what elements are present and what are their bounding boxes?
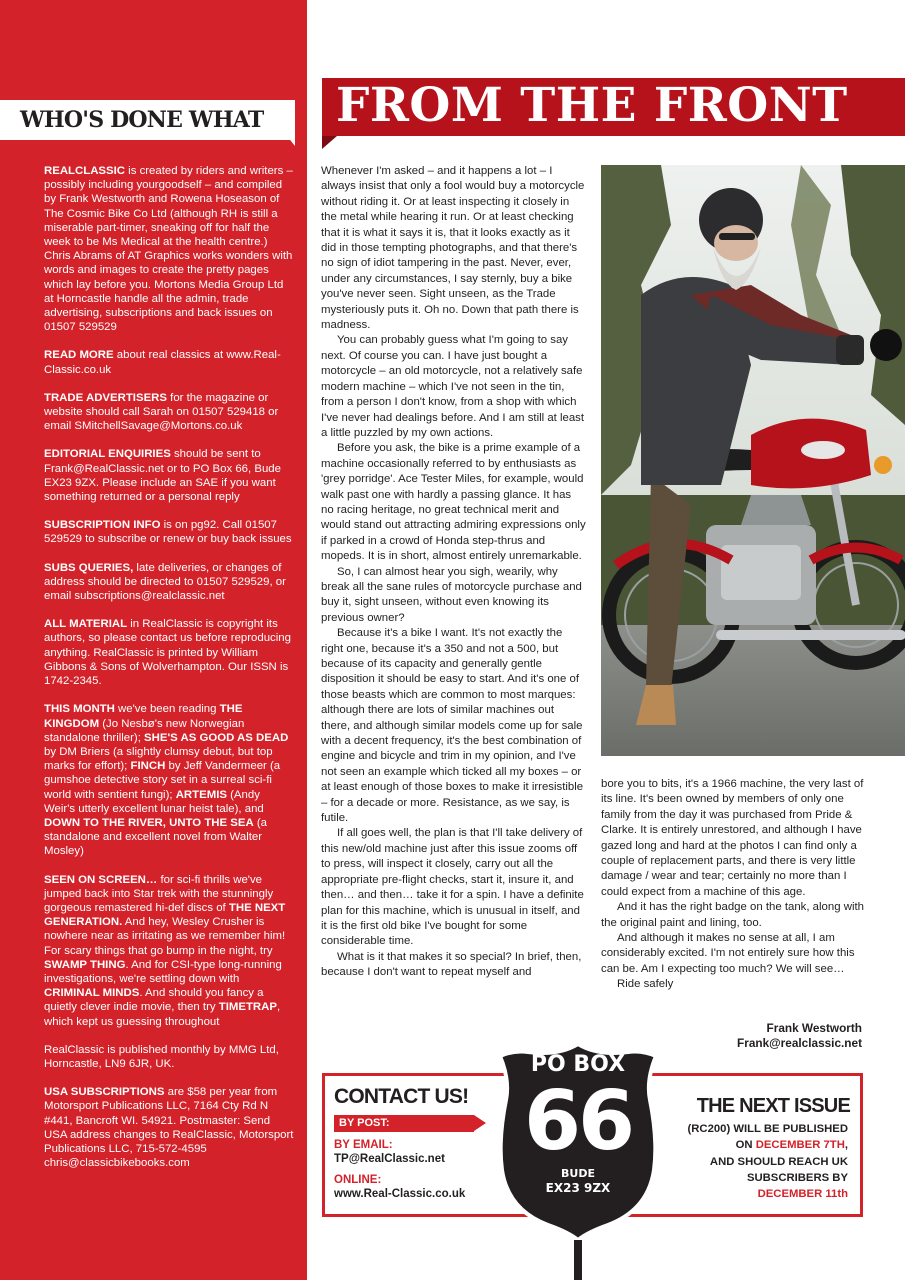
article-paragraph: Because it's a bike I want. It's not exactly the right one, because it's a 350 and not a 500, but because of its capacity and generally gentle disposition it should be easy to start. And it's one of those beasts which are common to most marques: although there are lots of similar machines out there, and although similar models come up for sale with a decent frequency, it's the best combination of engine and bicycle and trim in my opinion, and I've not seen an example which ticked all my boxes – or at least enough of those boxes to make it irresistible – for a decade or more. Resistance, as we say, is futile. [321,627,584,825]
trade-advertisers-paragraph [44,391,294,434]
publish-date: DECEMBER 7TH [755,1139,845,1152]
publisher-body: RealClassic is published monthly by MMG Ltd, Horncastle, LN9 6JR, UK. [44,1043,279,1070]
show-title: THE NEXT GENERATION. [44,901,286,929]
subscription-info-lead: SUBSCRIPTION INFO [44,519,161,532]
seen-on-screen-text: . And should you fancy a quietly clever indie movie, then try [44,987,264,1014]
rider-motorcycle-photo [601,165,905,756]
show-title: CRIMINAL MINDS [44,987,140,1000]
credits-paragraph [44,164,294,334]
article-paragraph: Before you ask, the bike is a prime example of a machine occasionally referred to by enthusiasts as 'grey porridge'. Ace Tester Miles, for example, would walk past one with hardly a passing glance. It has no racing heritage, no great technical merit and would stand out attracting admiring expressions only if parked in a crowd of Honda step-thrus and mopeds. It is in short, almost entirely unremarkable. [321,442,586,563]
usa-subscriptions-body: are $58 per year from Motorsport Publications LLC, 7164 Cty Rd N #441, Bancroft WI. 54921. Postmaster: Send USA address changes to RealClassic, Motorsport Publications LLC, 715-572-4595 chris@classicbikebooks.com [44,1086,294,1170]
delivery-date: DECEMBER 11th [757,1188,848,1201]
seen-on-screen-text: , which kept us guessing throughout [44,1001,281,1028]
article-paragraph: Whenever I'm asked – and it happens a lot – I always insist that only a fool would buy a motorcycle without riding it. Or at least inspecting it closely in the metal while hearing it run. Or at least checking that it is what it says it is, that it looks exactly as it did in those tempting photographs, and that there's no sign of idiot tampering in the past. Never, ever, under any circumstances, I say sternly, buy a bike you've never seen. Sight unseen, as the Trade mysteriously puts it. Oh no. Down that path there is madness. [321,165,585,332]
this-month-text: by Jeff Vandermeer (a gumshoe detective story set in a surreal sci-fi world with sentient fungi); [44,760,281,801]
usa-subscriptions-paragraph [44,1085,294,1170]
by-post-arrow [474,1115,486,1131]
article-paragraph: bore you to bits, it's a 1966 machine, the very last of its line. It's been owned by members of only one family from the day it was purchased from Pride & Clarke. It is entirely unrestored, and although I have gazed long and hard at the photos I can find only a couple of replacement parts, and there is very little damage / wear and tear; certainly no more than I could expect from a machine of this age. [601,778,864,898]
author-email-link[interactable]: Frank@realclassic.net [737,1036,862,1051]
next-issue-details [664,1121,848,1202]
motorcycle-illustration [601,165,905,756]
subscription-info-paragraph [44,518,294,546]
trade-advertisers-lead: TRADE ADVERTISERS [44,391,167,404]
read-more-paragraph [44,348,294,376]
sidebar-title: WHO'S DONE WHAT [20,107,264,133]
book-title: DOWN TO THE RIVER, UNTO THE SEA [44,816,254,829]
seen-on-screen-paragraph [44,873,294,1029]
this-month-lead: THIS MONTH [44,703,115,716]
article-signoff-line: Ride safely [617,978,674,991]
po-box-postcode: EX23 9ZX [545,1181,611,1195]
next-issue-line [664,1137,848,1153]
seen-on-screen-text: And hey, Wesley Crusher is nowhere near as irritating as we remember him! For scary things that go bump in the night, try [44,916,286,957]
article-column-right [601,777,865,993]
po-box-label: PO BOX [530,1052,626,1077]
this-month-text: (Jo Nesbø's new Norwegian standalone thriller); [44,717,245,744]
next-issue-title: THE NEXT ISSUE [696,1095,850,1117]
next-issue-line: SUBSCRIBERS BY [746,1171,848,1184]
subs-queries-paragraph [44,561,294,604]
editorial-enquiries-body: should be sent to Frank@RealClassic.net or to PO Box 66, Bude EX23 9ZX. Please include an SAE if you want something returned or a personal reply [44,448,281,504]
subs-queries-lead: SUBS QUERIES, [44,561,134,574]
book-title: FINCH [130,760,166,773]
contact-title: CONTACT US! [334,1085,469,1108]
article-column-left [321,164,586,981]
author-signoff [660,1021,862,1052]
next-issue-text: ON [735,1139,756,1152]
editorial-enquiries-paragraph [44,447,294,504]
read-more-lead: READ MORE [44,349,114,362]
this-month-text: by DM Briers (a slightly clumsy debut, but top marks for effort); [44,745,273,773]
copyright-body: in RealClassic is copyright its authors, so please contact us before reproducing anything. RealClassic is printed by William Gibbons & Sons of Wolverhampton. Our ISSN is 1742-2345. [44,618,291,688]
article-paragraph: And although it makes no sense at all, I am considerably excited. I'm not entirely sure how this can be. Am I expecting too much? We will see… [601,932,855,975]
website-link[interactable]: www.Real-Classic.co.uk [334,1188,466,1200]
online-label: ONLINE: [334,1174,382,1186]
next-issue-line: AND SHOULD REACH UK [709,1155,848,1168]
article-paragraph: What is it that makes it so special? In brief, then, because I don't want to repeat myself and [321,950,582,979]
seen-on-screen-text: for sci-fi thrills we've jumped back into Star trek with the stunningly gorgeous remastered hi-def discs of [44,873,274,914]
book-title: SHE'S AS GOOD AS DEAD [144,731,289,744]
editorial-enquiries-lead: EDITORIAL ENQUIRIES [44,448,171,461]
article-paragraph: If all goes well, the plan is that I'll take delivery of this new/old machine just after this issue zooms off to press, will inspect it closely, carry out all the appropriate pre-flight checks, start it, insure it, and then… and then… take it for a spin. I have a definite plan for this machine, which is unusual in itself, and it is the first old bike I've bought for some considerable time. [321,827,584,948]
copyright-lead: ALL MATERIAL [44,618,128,631]
po-box-number: 66 [523,1074,633,1169]
this-month-text: (a standalone and excellent novel from Walter Mosley) [44,816,267,858]
page-title: FROM THE FRONT [336,78,848,133]
this-month-text: we've been reading [114,703,220,716]
copyright-paragraph [44,617,294,688]
article-paragraph: So, I can almost hear you sigh, wearily, why break all the sane rules of motorcycle purchase and buy it, sight unseen, without even knowing its previous owner? [321,565,582,624]
subscription-info-body: is on pg92. Call 01507 529529 to subscribe or renew or buy back issues [44,519,292,546]
trade-advertisers-body: for the magazine or website should call Sarah on 01507 529418 or email SMitchellSavage@Mortons.co.uk [44,391,279,433]
contact-email-link[interactable]: TP@RealClassic.net [334,1153,445,1165]
credits-body: is created by riders and writers – possibly including yourgoodself – and compiled by Frank Westworth and Rowena Hoseason of The Cosmic Bike Co Ltd (although RH is still a miserable part-timer, sneaking off for half the week to be Ms Medical at the health centre.) Chris Abrams of AT Graphics works wonders with words and images to create the pretty pages which lay before you. Mortons Media Group Ltd at Horncastle handle all the admin, trade advertising, subscriptions and back issues on 01507 529529 [44,165,293,334]
article-paragraph: And it has the right badge on the tank, along with the original paint and lining, too. [601,901,864,929]
by-post-label: BY POST: [339,1117,390,1129]
subs-queries-body: late deliveries, or changes of address should be directed to 01507 529529, or email subscriptions@realclassic.net [44,561,286,603]
po-box-town: BUDE [561,1167,595,1180]
seen-on-screen-text: . And for CSI-type long-running investigations, we're settling down with [44,958,282,985]
by-email-label: BY EMAIL: [334,1139,393,1151]
book-title: THE KINGDOM [44,703,243,730]
this-month-paragraph [44,702,294,858]
read-more-body: about real classics at www.Real-Classic.co.uk [44,349,281,376]
title-banner-tail [322,136,337,149]
book-title: ARTEMIS [175,788,227,801]
next-issue-text: , [844,1139,848,1152]
article-paragraph: You can probably guess what I'm going to say next. Of course you can. I have just bought a motorcycle – an old motorcycle, not a relatively safe modern machine – which I've not seen in the tin, from a person I don't know, from a shop with which I've never had dealings before. And I am still at least a little puzzled by my own actions. [321,334,585,439]
author-name: Frank Westworth [766,1021,862,1035]
show-title: SWAMP THING [44,958,126,971]
credits-lead: REALCLASSIC [44,165,126,177]
sidebar-credits [44,164,294,1184]
publisher-paragraph [44,1043,294,1071]
usa-subscriptions-lead: USA SUBSCRIPTIONS [44,1086,165,1099]
this-month-text: (Andy Weir's utterly excellent lunar heist tale), and [44,788,264,815]
show-title: TIMETRAP [218,1001,277,1014]
seen-on-screen-lead: SEEN ON SCREEN… [44,873,158,886]
next-issue-line: (RC200) WILL BE PUBLISHED [687,1123,848,1135]
